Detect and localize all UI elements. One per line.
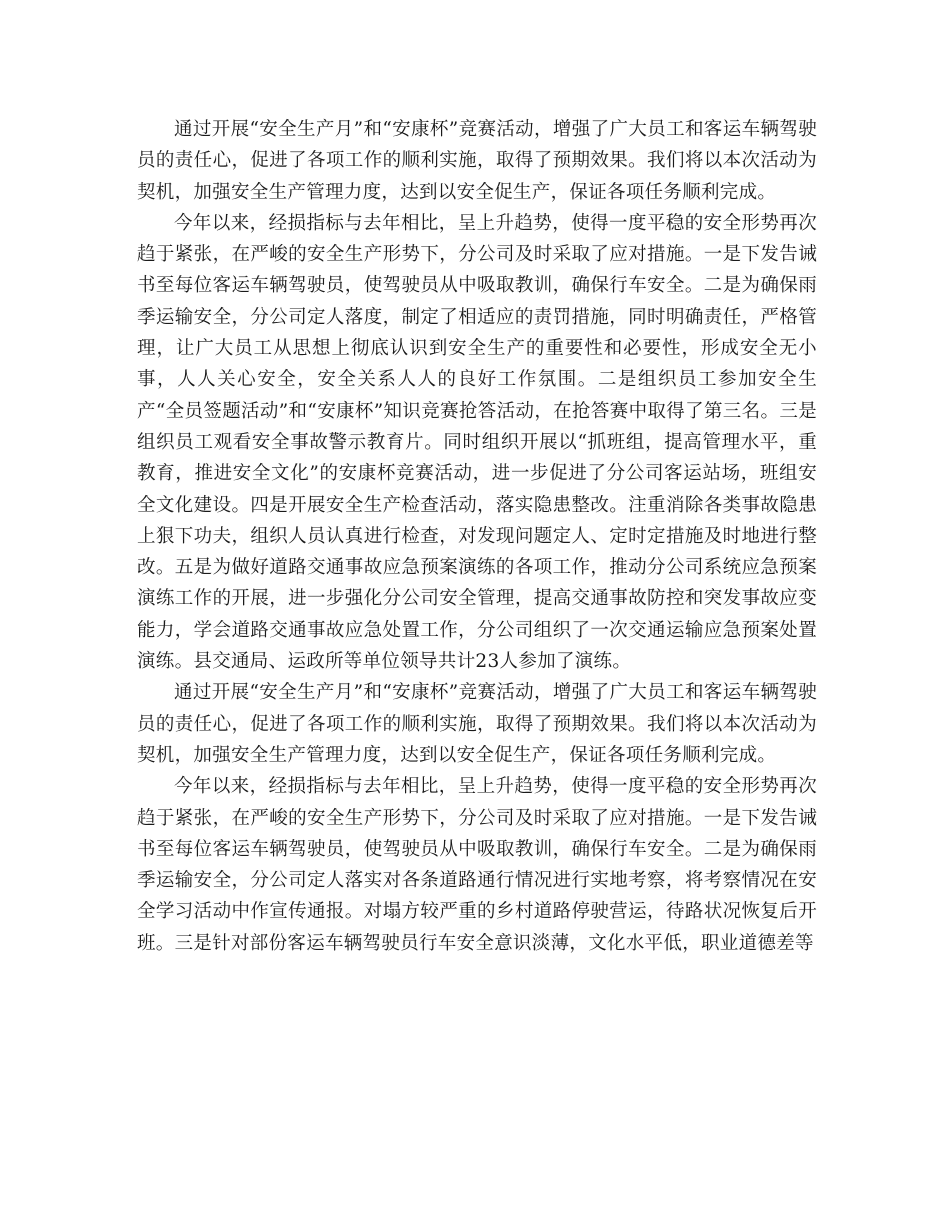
document-body	[137, 114, 817, 959]
paragraph-2: 今年以来，经损指标与去年相比，呈上升趋势，使得一度平稳的安全形势再次趋于紧张，在严峻的安全生产形势下，分公司及时采取了应对措施。一是下发告诫书至每位客运车辆驾驶员，使驾驶员从中吸取教训，确保行车安全。二是为确保雨季运输安全，分公司定人落度，制定了相适应的责罚措施，同时明确责任，严格管理，让广大员工从思想上彻底认识到安全生产的重要性和必要性，形成安全无小事，人人关心安全，安全关系人人的良好工作氛围。二是组织员工参加安全生产“全员签题活动”和“安康杯”知识竞赛抢答活动，在抢答赛中取得了第三名。三是组织员工观看安全事故警示教育片。同时组织开展以“抓班组，提高管理水平，重教育，推进安全文化”的安康杯竞赛活动，进一步促进了分公司客运站场，班组安全文化建设。四是开展安全生产检查活动，落实隐患整改。注重消除各类事故隐患上狠下功夫，组织人员认真进行检查，对发现问题定人、定时定措施及时地进行整改。五是为做好道路交通事故应急预案演练的各项工作，推动分公司系统应急预案演练工作的开展，进一步强化分公司安全管理，提高交通事故防控和突发事故应变能力，学会道路交通事故应急处置工作，分公司组织了一次交通运输应急预案处置演练。县交通局、运政所等单位领导共计23人参加了演练。	[137, 212, 817, 673]
paragraph-1: 通过开展“安全生产月”和“安康杯”竞赛活动，增强了广大员工和客运车辆驾驶员的责任心，促进了各项工作的顺利实施，取得了预期效果。我们将以本次活动为契机，加强安全生产管理力度，达到以安全促生产，保证各项任务顺利完成。	[137, 119, 817, 203]
paragraph-3: 通过开展“安全生产月”和“安康杯”竞赛活动，增强了广大员工和客运车辆驾驶员的责任心，促进了各项工作的顺利实施，取得了预期效果。我们将以本次活动为契机，加强安全生产管理力度，达到以安全促生产，保证各项任务顺利完成。	[137, 682, 817, 766]
paragraph-4: 今年以来，经损指标与去年相比，呈上升趋势，使得一度平稳的安全形势再次趋于紧张，在严峻的安全生产形势下，分公司及时采取了应对措施。一是下发告诫书至每位客运车辆驾驶员，使驾驶员从中吸取教训，确保行车安全。二是为确保雨季运输安全，分公司定人落实对各条道路通行情况进行实地考察，将考察情况在安全学习活动中作宣传通报。对塌方较严重的乡村道路停驶营运，待路状况恢复后开班。三是针对部份客运车辆驾驶员行车安全意识淡薄，文化水平低，职业道德差等	[137, 776, 817, 954]
